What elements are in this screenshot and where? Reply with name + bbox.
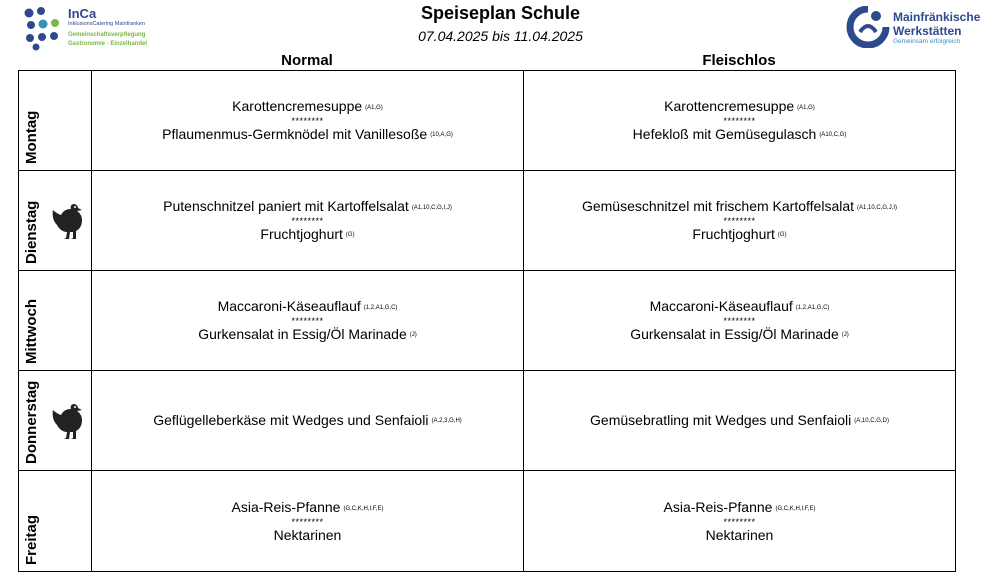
allergens: (10,A,G) <box>430 131 453 138</box>
day-cell <box>19 271 92 370</box>
day-label: Montag <box>23 110 40 164</box>
allergens: (1,2,A1,G,C) <box>363 304 398 311</box>
day-row-donnerstag <box>19 371 955 471</box>
logo-right-tagline: Gemeinsam erfolgreich <box>893 38 961 45</box>
allergens: (A,10,C,G,D) <box>854 418 889 425</box>
meal-fleischlos <box>524 171 955 270</box>
day-label: Freitag <box>23 514 40 565</box>
meal-normal <box>92 171 524 270</box>
allergens: (J) <box>841 331 849 338</box>
day-cell <box>19 71 92 170</box>
dish-name: Karottencremesuppe <box>664 98 795 115</box>
dish-name: Karottencremesuppe <box>232 98 363 115</box>
dish-name: Hefekloß mit Gemüsegulasch <box>632 125 817 142</box>
column-header-fleischlos: Fleischlos <box>702 52 776 69</box>
dish-name: Gemüseschnitzel mit frischem Kartoffelsalat <box>581 198 855 215</box>
mw-logo-icon <box>846 6 890 48</box>
page-title: Speiseplan Schule <box>420 3 581 23</box>
separator: ******** <box>291 516 324 527</box>
allergens: (G,C,K,H,I,F,E) <box>343 505 384 512</box>
meal-normal <box>92 471 524 571</box>
meal-fleischlos <box>524 471 955 571</box>
allergens: (A1,10,C,G,J,I) <box>857 204 898 211</box>
day-label: Dienstag <box>23 200 40 264</box>
meal-fleischlos <box>524 271 955 370</box>
day-row-mittwoch <box>19 271 955 371</box>
date-range: 07.04.2025 bis 11.04.2025 <box>418 28 583 44</box>
meal-fleischlos <box>524 71 955 170</box>
separator: ******** <box>723 516 756 527</box>
day-cell <box>19 471 92 571</box>
allergens: (A1,G) <box>365 104 383 111</box>
dish-name: Maccaroni-Käseauflauf <box>649 298 793 315</box>
dish-name: Pflaumenmus-Germknödel mit Vanillesoße <box>162 125 428 142</box>
logo-name: InCa <box>68 6 97 21</box>
logo-right-line1: Mainfränkische <box>893 10 981 24</box>
logo-line2: Gastronomie · Einzelhandel <box>68 41 148 47</box>
chicken-icon <box>49 401 87 441</box>
meal-normal <box>92 71 524 170</box>
dish-name: Gemüsebratling mit Wedges und Senfaioli <box>590 411 852 428</box>
day-row-freitag <box>19 471 955 571</box>
dish-name: Geflügelleberkäse mit Wedges und Senfaioli <box>153 411 429 428</box>
separator: ******** <box>291 315 324 326</box>
separator: ******** <box>291 215 324 226</box>
dish-name: Putenschnitzel paniert mit Kartoffelsalat <box>163 198 409 215</box>
allergens: (G) <box>345 231 355 238</box>
dish-name: Asia-Reis-Pfanne <box>231 499 341 516</box>
dish-name: Asia-Reis-Pfanne <box>663 499 773 516</box>
menu-table <box>18 70 956 572</box>
meal-normal <box>92 271 524 370</box>
separator: ******** <box>723 215 756 226</box>
day-label: Mittwoch <box>23 299 40 364</box>
logo-line1: Gemeinschaftsverpflegung <box>68 32 146 38</box>
dish-name: Gurkensalat in Essig/Öl Marinade <box>198 325 407 342</box>
day-label: Donnerstag <box>23 380 40 464</box>
dish-name: Maccaroni-Käseauflauf <box>217 298 361 315</box>
dish-name: Gurkensalat in Essig/Öl Marinade <box>630 325 839 342</box>
dish-name: Fruchtjoghurt <box>692 225 775 242</box>
allergens: (A1,10,C,G,I,J) <box>411 204 452 211</box>
allergens: (G,C,K,H,I,F,E) <box>775 505 816 512</box>
allergens: (J) <box>409 331 417 338</box>
allergens: (A,2,3,G,H) <box>431 418 462 425</box>
separator: ******** <box>723 315 756 326</box>
dish-name: Fruchtjoghurt <box>260 225 343 242</box>
dish-name: Nektarinen <box>273 526 342 543</box>
dish-name: Nektarinen <box>705 526 774 543</box>
mainfraenkische-werkstaetten-logo <box>846 6 996 50</box>
separator: ******** <box>723 115 756 126</box>
column-header-normal: Normal <box>281 52 333 69</box>
meal-normal <box>92 371 524 470</box>
meal-fleischlos <box>524 371 955 470</box>
separator: ******** <box>291 115 324 126</box>
day-row-montag <box>19 71 955 171</box>
allergens: (1,2,A1,G,C) <box>795 304 830 311</box>
day-cell <box>19 171 92 270</box>
day-row-dienstag <box>19 171 955 271</box>
logo-subtitle: InklusionsCatering Mainfranken <box>68 21 146 27</box>
logo-right-line2: Werkstätten <box>893 24 962 38</box>
day-cell <box>19 371 92 470</box>
allergens: (A10,C,G) <box>819 131 847 138</box>
chicken-icon <box>49 201 87 241</box>
allergens: (G) <box>777 231 787 238</box>
allergens: (A1,G) <box>797 104 815 111</box>
